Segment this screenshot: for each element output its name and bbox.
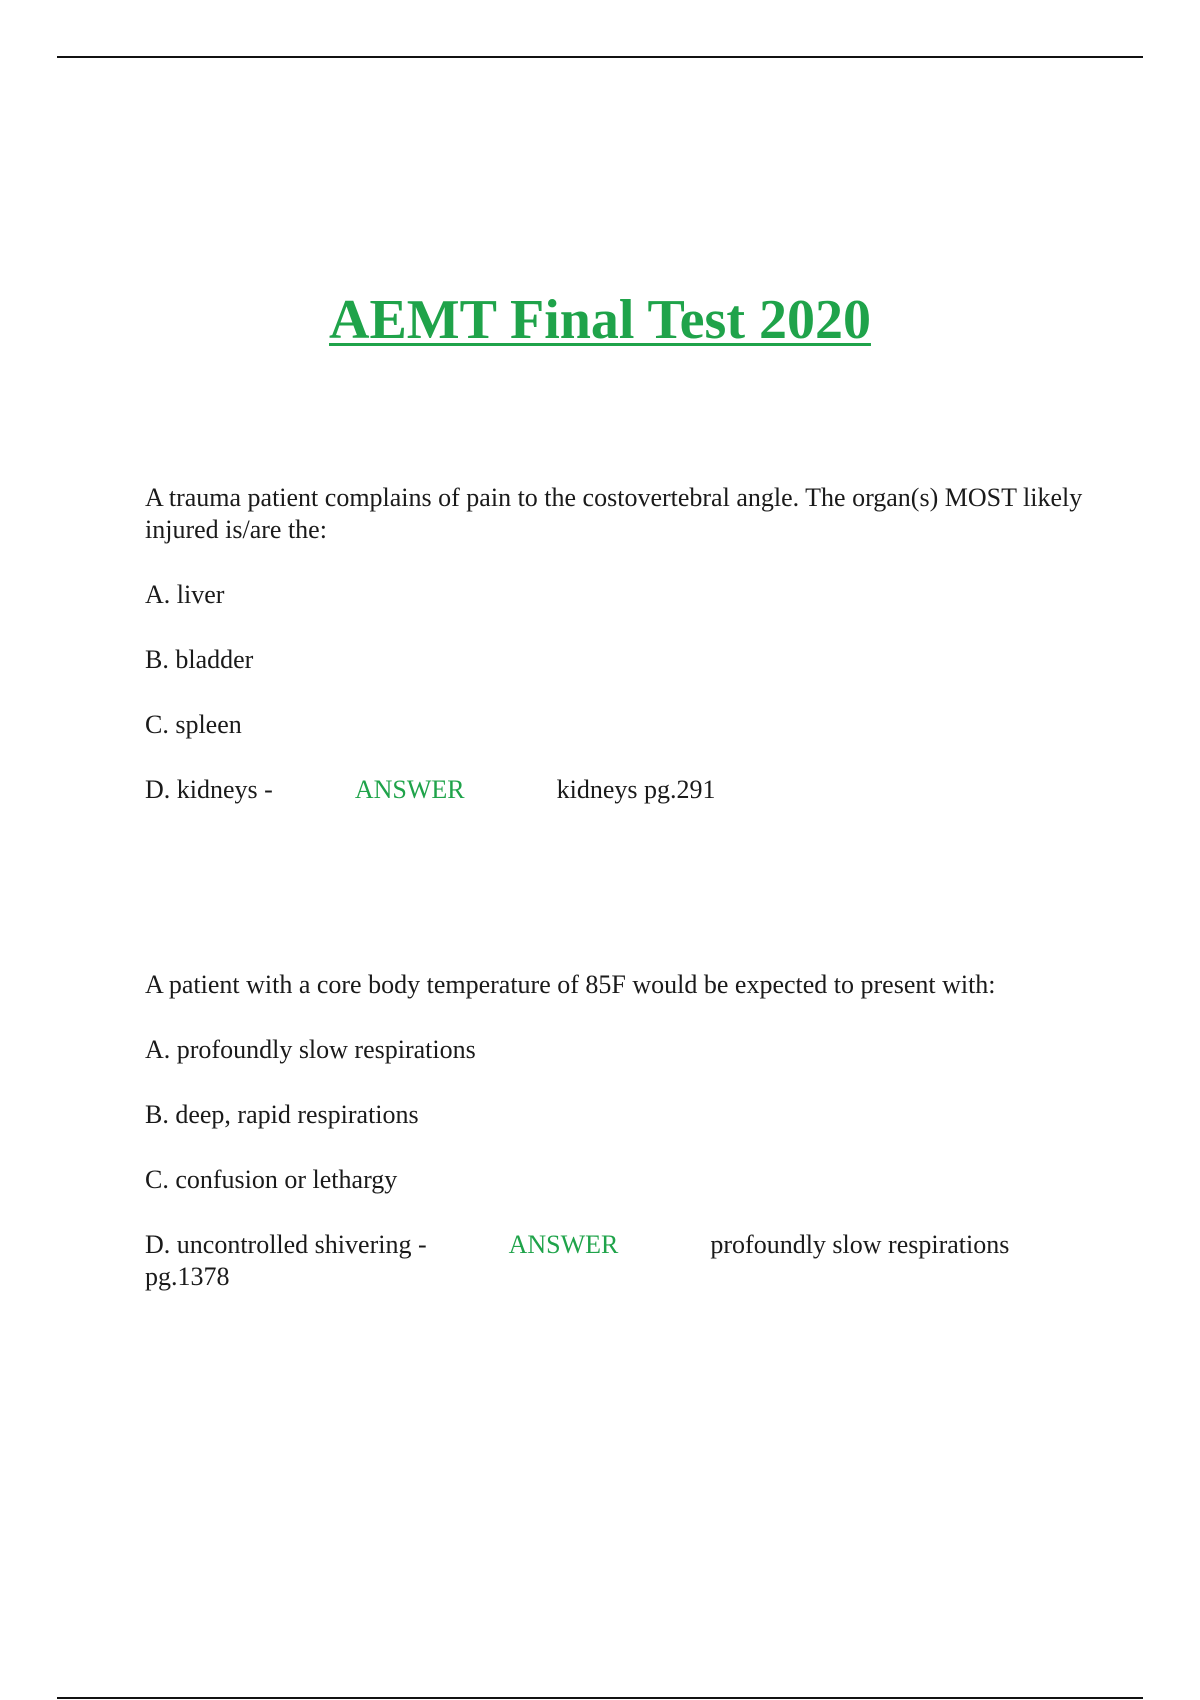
question-2	[145, 969, 1085, 1293]
option-text: A. profoundly slow respirations	[145, 1035, 476, 1064]
option-b	[145, 1099, 1085, 1131]
question-1	[145, 482, 1085, 806]
option-c	[145, 709, 1085, 741]
option-text: B. deep, rapid respirations	[145, 1100, 419, 1129]
answer-text: kidneys pg.291	[556, 775, 716, 804]
option-d	[145, 1229, 1085, 1293]
option-b	[145, 644, 1085, 676]
option-a	[145, 1034, 1085, 1066]
option-d	[145, 774, 1085, 806]
option-text: D. uncontrolled shivering -	[145, 1230, 427, 1259]
document-title: AEMT Final Test 2020	[329, 289, 871, 351]
answer-label: ANSWER	[354, 775, 465, 804]
option-a	[145, 579, 1085, 611]
answer-text: profoundly slow respirations pg.1378	[145, 1230, 1010, 1291]
bottom-rule	[57, 1697, 1143, 1699]
option-text: B. bladder	[145, 645, 254, 674]
question-stem: A patient with a core body temperature of 85F would be expected to present with:	[145, 970, 996, 999]
option-text: C. spleen	[145, 710, 242, 739]
question-stem: A trauma patient complains of pain to the costovertebral angle. The organ(s) MOST likely injured is/are the:	[145, 483, 1083, 544]
option-text: C. confusion or lethargy	[145, 1165, 398, 1194]
option-c	[145, 1164, 1085, 1196]
answer-label: ANSWER	[508, 1230, 619, 1259]
top-rule	[57, 56, 1143, 58]
option-text: A. liver	[145, 580, 225, 609]
option-text: D. kidneys -	[145, 775, 273, 804]
